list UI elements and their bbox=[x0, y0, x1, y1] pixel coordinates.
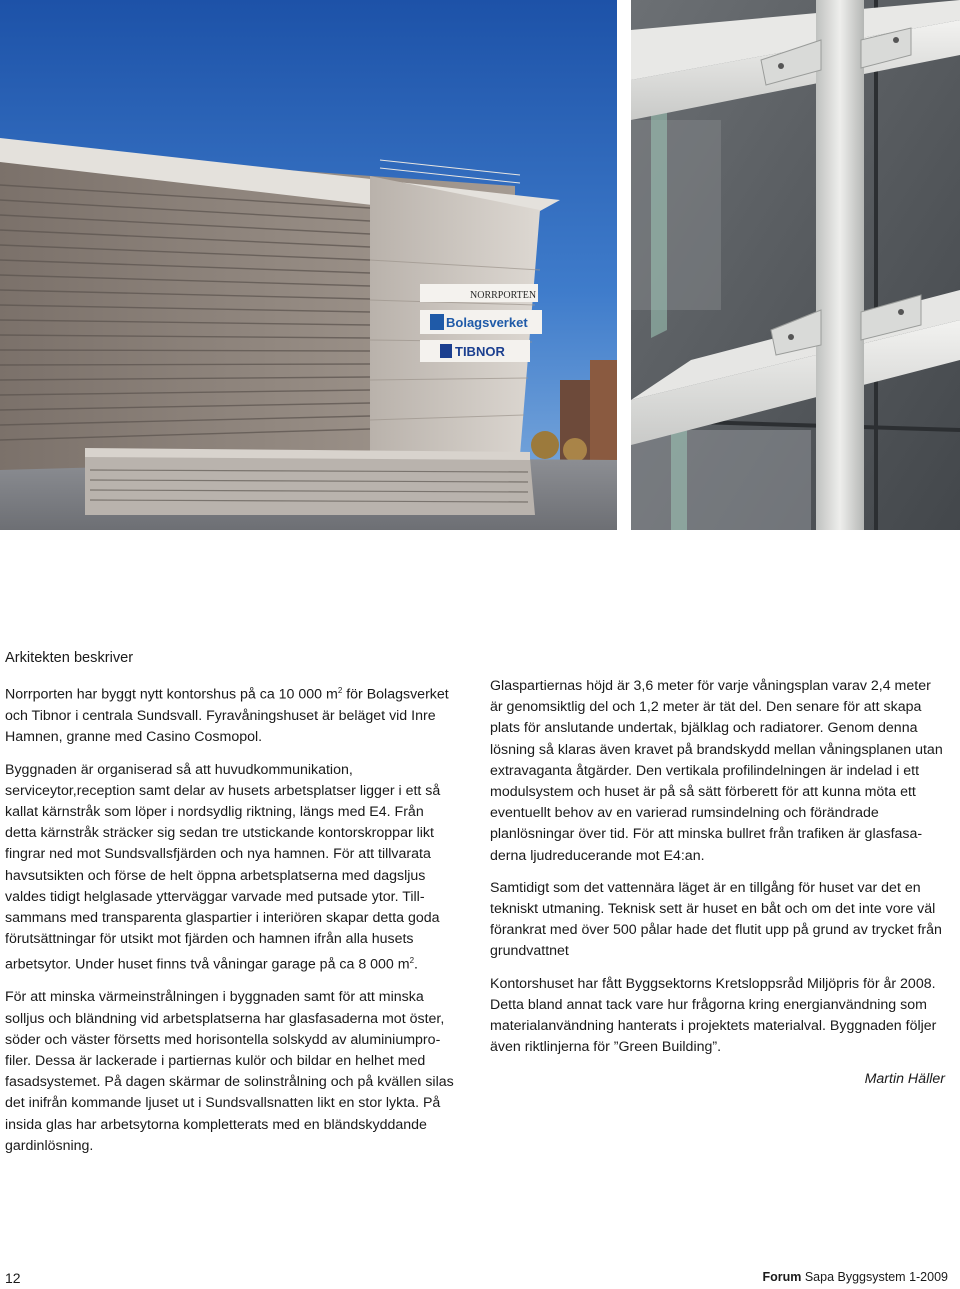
right-text-column bbox=[490, 676, 945, 1102]
article-heading: Arkitekten beskriver bbox=[5, 650, 134, 666]
left-paragraph-3: För att minska värmeinstrålningen i byggnaden samt för att minska solljus och bländning vid arbetsplatserna har glasfasaderna mot öster, söder och väster försetts med horisontella solskydd av aluminiumprofiler. Dessa är lackerade i partiernas kulör och bildar en helhet med fasadsystemet. På dagen skärmar de solinstrålning och på kvällen silas det inifrån kommande ljuset ut i Sundsvallsnatten likt en stor lykta. På insida glas har arbetsytorna kompletterats med en bländskyddande gardinlösning. bbox=[5, 989, 454, 1154]
louver-detail-photo bbox=[631, 0, 960, 530]
left-paragraph-2-sup: 2 bbox=[409, 956, 415, 966]
building-photo bbox=[0, 0, 617, 530]
tibnor-sign: TIBNOR bbox=[455, 344, 505, 359]
left-paragraph-1-sup: 2 bbox=[337, 686, 343, 696]
left-paragraph-2 bbox=[5, 760, 457, 977]
author-signature: Martin Häller bbox=[864, 1071, 945, 1088]
left-paragraph-1-text-a: Norrporten har byggt nytt kontorshus på ca 10 000 m bbox=[5, 686, 338, 703]
bolagsverket-sign: Bolagsverket bbox=[446, 315, 528, 330]
left-paragraph-1 bbox=[5, 680, 457, 748]
left-text-column bbox=[5, 648, 457, 1168]
right-paragraph-1: Glaspartiernas höjd är 3,6 meter för varje våningsplan varav 2,4 meter är genomsiktlig del och 1,2 meter är tät del. Den senare för att skapa plats för anslutande undertak, bjälklag och radiatorer. Genom denna lösning så klaras även kravet på brandskydd mellan våningsplanen utan extravaganta åtgärder. Den vertikala profilindelningen är indelad i ett modulsystem och huset är på så sätt förberett för att kunna möta ett eventuellt behov av en varierad rumsindelning och förändrade planlösningar över tid. För att minska bullret från trafiken är glasfasaderna ljudreducerande mot E4:an. bbox=[490, 678, 943, 864]
right-paragraph-3: Kontorshuset har fått Byggsektorns Kretsloppsråd Miljöpris för år 2008. Detta bland annat tack vare hur frågorna kring energianvändning som materialanvändning hanterats i projektets materialval. Byggnaden följer även riktlinjerna för ”Green Building”. bbox=[490, 975, 937, 1056]
left-paragraph-2-text-b: . bbox=[414, 957, 418, 974]
norrporten-sign: NORRPORTEN bbox=[470, 290, 537, 301]
page-number: 12 bbox=[5, 1270, 21, 1286]
publication-footer bbox=[762, 1270, 948, 1284]
publication-name: Forum bbox=[762, 1270, 802, 1284]
publication-issue: Sapa Byggsystem 1-2009 bbox=[801, 1270, 948, 1284]
right-paragraph-2: Samtidigt som det vattennära läget är en tillgång för huset var det en tekniskt utmaning. Teknisk sett är huset en båt och om det inte vore väl förankrat med över 500 pålar hade det flutit upp på grund av trycket från grundvattnet bbox=[490, 879, 942, 960]
left-paragraph-2-text-a: Byggnaden är organiserad så att huvudkommunikation, serviceytor,reception samt delar av husets arbetsplatser ligger i ett så kallat kärnstråk som löper i nordsydlig riktning, längs med E4. Från detta kärnstråk sträcker sig sedan tre utstickande kontorskroppar likt fingrar ned mot Sundsvallsfjärden och nya hamnen. För att tillvarata havsutsikten och förse de helt öppna arbetsplatserna med dagsljus valdes tidigt helglasade ytterväggar varvade med putsade ytor. Tillsammans med transparenta glaspartier i interiören skapar detta goda förutsättningar för utsikt mot fjärden och hamnen ifrån alla husets arbetsytor. Under huset finns två våningar garage på ca 8 000 m bbox=[5, 761, 441, 974]
left-paragraph-1-text-b: för Bolagsverket och Tibnor i centrala Sundsvall. Fyravåningshuset är beläget vid Inre Hamnen, granne med Casino Cosmopol. bbox=[5, 686, 449, 746]
